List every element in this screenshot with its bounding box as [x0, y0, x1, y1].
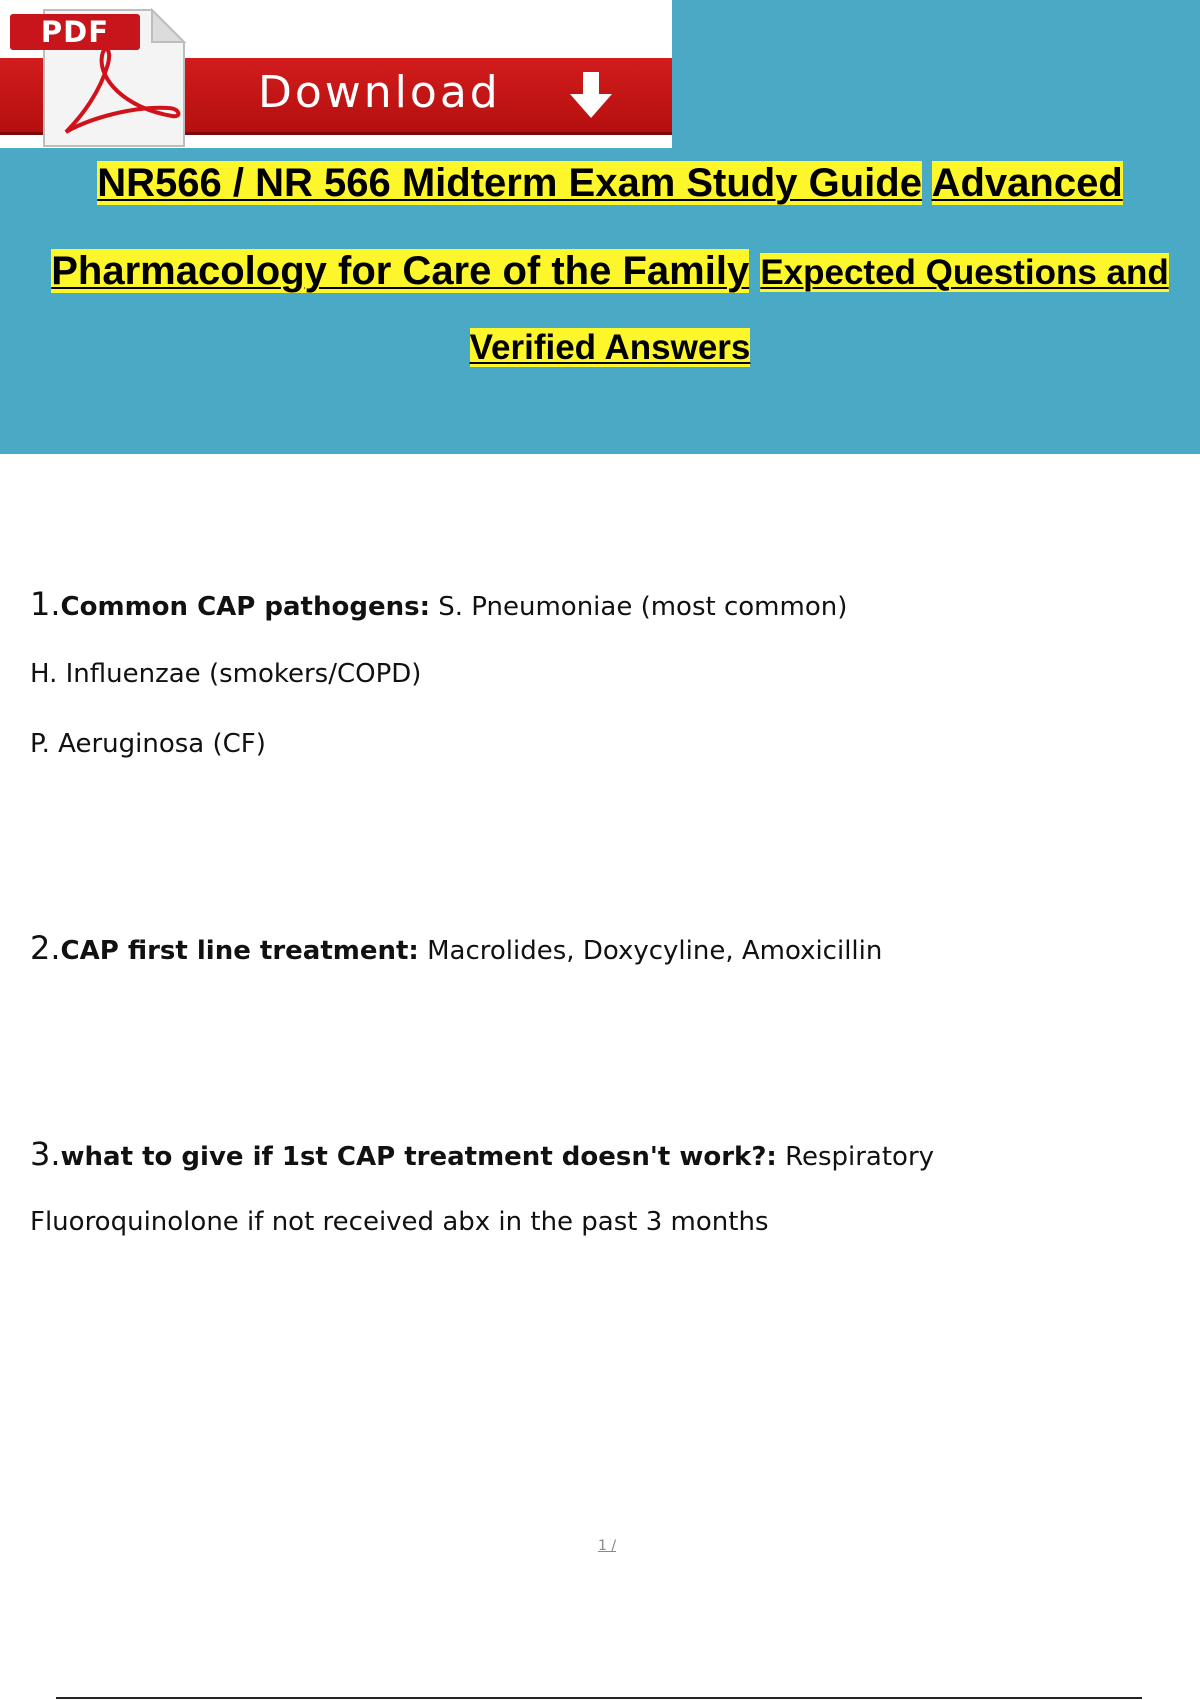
title-text-1b: Advanced: [931, 161, 1123, 205]
download-label[interactable]: Download: [258, 67, 501, 118]
question-3: [30, 1134, 934, 1177]
question-2: [30, 928, 882, 971]
question-text: CAP first line treatment:: [60, 936, 419, 966]
answer-text: S. Pneumoniae (most common): [438, 592, 848, 622]
question-number: 1.: [30, 585, 61, 623]
title-line-3: [30, 322, 1190, 374]
title-line-2: [30, 242, 1190, 300]
answer-line: Fluoroquinolone if not received abx in the past 3 months: [30, 1207, 769, 1237]
answer-text: Macrolides, Doxycyline, Amoxicillin: [427, 936, 883, 966]
document-title: [30, 150, 1190, 374]
question-number: 2.: [30, 929, 61, 967]
adobe-pdf-icon[interactable]: [4, 4, 194, 148]
question-text: what to give if 1st CAP treatment doesn't work?:: [60, 1142, 777, 1172]
title-text-2b: Expected Questions and: [760, 253, 1169, 292]
pdf-label: PDF: [10, 14, 140, 50]
title-text-3: Verified Answers: [469, 328, 751, 367]
answer-text: Respiratory: [785, 1142, 935, 1172]
down-arrow-icon[interactable]: [566, 70, 616, 120]
title-line-1: [30, 154, 1190, 212]
question-number: 3.: [30, 1135, 61, 1173]
answer-line: H. Influenzae (smokers/COPD): [30, 659, 422, 689]
answer-line: P. Aeruginosa (CF): [30, 729, 266, 759]
question-text: Common CAP pathogens:: [60, 592, 430, 622]
download-banner[interactable]: [0, 0, 672, 148]
footer-divider: [56, 1697, 1142, 1699]
page-number: 1 /: [598, 1538, 617, 1554]
question-1: [30, 584, 847, 627]
title-text-1a: NR566 / NR 566 Midterm Exam Study Guide: [97, 161, 922, 205]
title-text-2a: Pharmacology for Care of the Family: [51, 249, 750, 293]
